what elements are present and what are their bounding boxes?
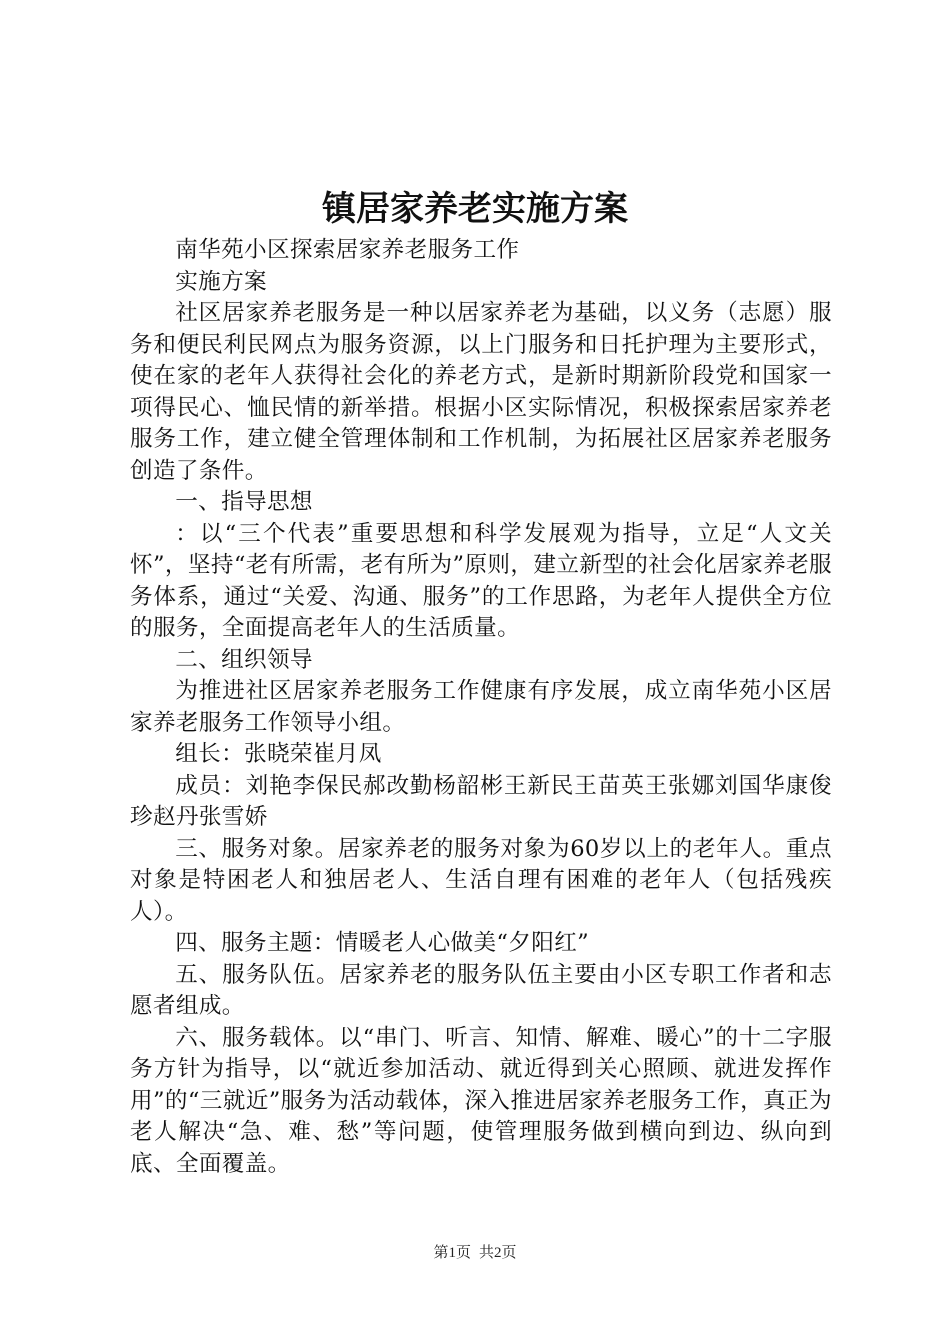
paragraph-team-members: 成员：刘艳李保民郝改勤杨韶彬王新民王苗英王张娜刘国华康俊珍赵丹张雪娇: [130, 772, 832, 830]
page-total: 共2页: [479, 1245, 517, 1261]
paragraph-intro: 社区居家养老服务是一种以居家养老为基础，以义务（志愿）服务和便民利民网点为服务资源，以上门服务和日托护理为主要形式，使在家的老年人获得社会化的养老方式，是新时期新阶段党和国家一项得民心、恤民情的新举措。根据小区实际情况，积极探索居家养老服务工作，建立健全管理体制和工作机制，为拓展社区居家养老服务创造了条件。: [130, 300, 832, 484]
paragraph-service-targets: 三、服务对象。居家养老的服务对象为60岁以上的老年人。重点对象是特困老人和独居老人、生活自理有困难的老年人（包括残疾人）。: [130, 835, 832, 925]
section-heading-guiding-thought: 一、指导思想: [175, 489, 313, 515]
paragraph-service-carrier: 六、服务载体。以“串门、听言、知情、解难、暖心”的十二字服务方针为指导，以“就近参加活动、就近得到关心照顾、就进发挥作用”的“三就近”服务为活动载体，深入推进居家养老服务工作，真正为老人解决“急、难、愁”等问题，使管理服务做到横向到边、纵向到底、全面覆盖。: [130, 1024, 832, 1177]
paragraph-service-team: 五、服务队伍。居家养老的服务队伍主要由小区专职工作者和志愿者组成。: [130, 961, 832, 1019]
paragraph-team-leader: 组长：张晓荣崔月凤: [175, 741, 382, 767]
document-title: 镇居家养老实施方案: [322, 189, 628, 229]
section-heading-leadership: 二、组织领导: [175, 646, 313, 673]
paragraph-subtitle-2: 实施方案: [175, 268, 267, 295]
paragraph-guiding-thought: ：以“三个代表”重要思想和科学发展观为指导，立足“人文关怀”，坚持“老有所需，老有所为”原则，建立新型的社会化居家养老服务体系，通过“关爱、沟通、服务”的工作思路，为老年人提供全方位的服务，全面提高老年人的生活质量。: [130, 520, 832, 641]
page-footer: [0, 1243, 950, 1263]
document-body: [130, 235, 832, 1180]
page-number: 第1页: [433, 1245, 471, 1261]
paragraph-service-theme: 四、服务主题：情暖老人心做美“夕阳红”: [175, 930, 590, 956]
paragraph-leadership: 为推进社区居家养老服务工作健康有序发展，成立南华苑小区居家养老服务工作领导小组。: [130, 678, 832, 736]
paragraph-subtitle: 南华苑小区探索居家养老服务工作: [175, 237, 520, 263]
